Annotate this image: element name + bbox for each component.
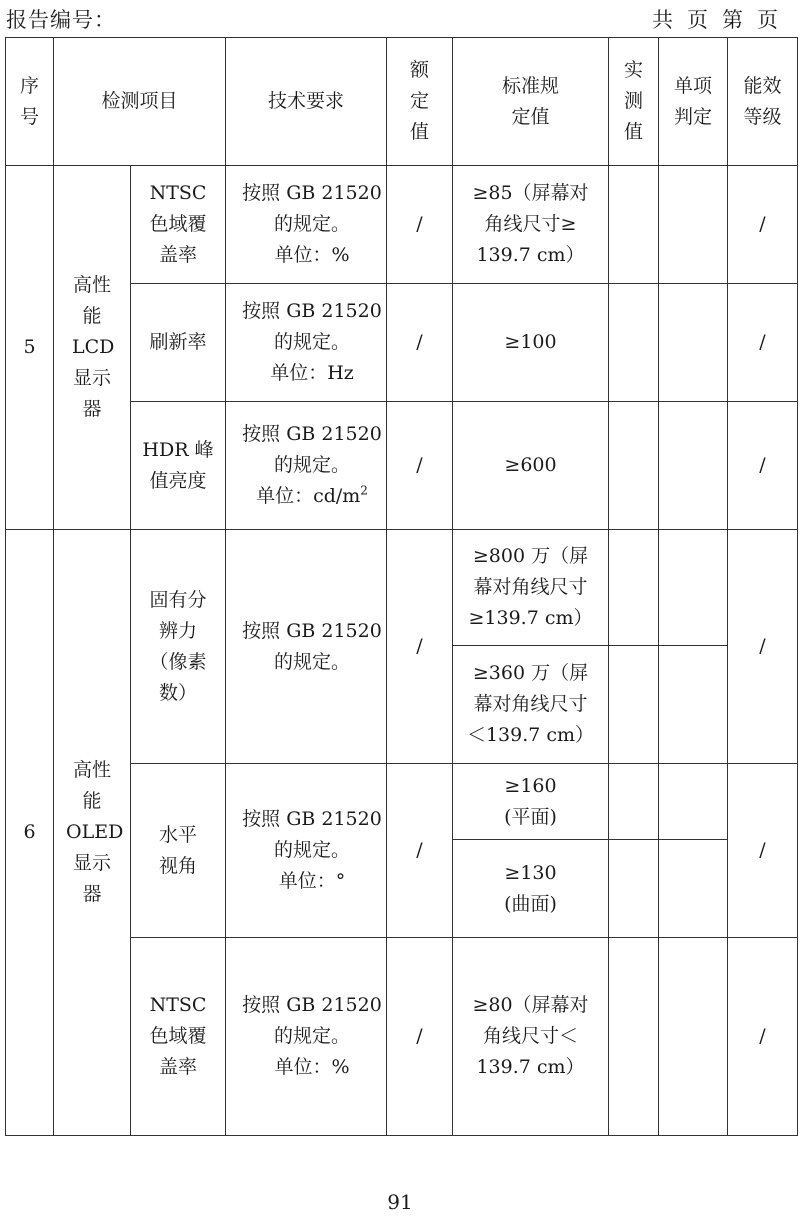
col-header-standard: 标准规定值 [453,38,609,166]
requirement-cell: 按照 GB 21520 的规定。 单位：% [226,938,387,1136]
rated-cell: / [387,402,453,530]
col-header-seq: 序号 [6,38,54,166]
standard-cell: ≥160 (平面) [453,764,609,840]
test-report-table [5,37,798,1136]
table-row [6,166,798,284]
col-header-judge: 单项判定 [659,38,728,166]
rated-cell: / [387,764,453,938]
header-row [6,38,798,166]
report-number-label: 报告编号： [6,8,116,32]
standard-cell: ≥800 万（屏 幕对角线尺寸 ≥139.7 cm） [453,530,609,646]
col-header-item: 检测项目 [54,38,226,166]
judge-cell [659,402,728,530]
judge-cell [659,938,728,1136]
judge-cell [659,646,728,764]
item-cell: NTSC色域覆盖率 [131,166,226,284]
seq-cell: 5 [6,166,54,530]
level-cell: / [728,530,798,764]
level-cell: / [728,764,798,938]
col-header-measured: 实测值 [609,38,659,166]
standard-cell: ≥100 [453,284,609,402]
seq-cell: 6 [6,530,54,1136]
item-cell: HDR 峰值亮度 [131,402,226,530]
judge-cell [659,284,728,402]
requirement-cell: 按照 GB 21520 的规定。 单位：$cd/m^2$ [226,402,387,530]
item-cell: 水平视角 [131,764,226,938]
category-cell: 高性能LCD显示器 [54,166,131,530]
rated-cell: / [387,166,453,284]
rated-cell: / [387,530,453,764]
judge-cell [659,530,728,646]
col-header-rated: 额定值 [387,38,453,166]
measured-cell [609,284,659,402]
rated-cell: / [387,284,453,402]
measured-cell [609,764,659,840]
col-header-level: 能效等级 [728,38,798,166]
rated-cell: / [387,938,453,1136]
level-cell: / [728,284,798,402]
requirement-cell: 按照 GB 21520 的规定。 单位：Hz [226,284,387,402]
measured-cell [609,530,659,646]
judge-cell [659,764,728,840]
page-info: 共页第页 [652,8,792,32]
judge-cell [659,166,728,284]
requirement-cell: 按照 GB 21520 的规定。 单位：% [226,166,387,284]
item-cell: NTSC色域覆盖率 [131,938,226,1136]
standard-cell: ≥80（屏幕对 角线尺寸＜ 139.7 cm） [453,938,609,1136]
measured-cell [609,840,659,938]
table-row [6,530,798,646]
judge-cell [659,840,728,938]
requirement-cell: 按照 GB 21520 的规定。 [226,530,387,764]
measured-cell [609,166,659,284]
col-header-tech: 技术要求 [226,38,387,166]
standard-cell: ≥600 [453,402,609,530]
level-cell: / [728,938,798,1136]
standard-cell: ≥85（屏幕对 角线尺寸≥ 139.7 cm） [453,166,609,284]
measured-cell [609,402,659,530]
level-cell: / [728,166,798,284]
measured-cell [609,938,659,1136]
item-cell: 刷新率 [131,284,226,402]
measured-cell [609,646,659,764]
level-cell: / [728,402,798,530]
standard-cell: ≥130 (曲面) [453,840,609,938]
item-cell: 固有分辨力（像素数） [131,530,226,764]
standard-cell: ≥360 万（屏 幕对角线尺寸 ＜139.7 cm） [453,646,609,764]
requirement-cell: 按照 GB 21520 的规定。 单位：° [226,764,387,938]
category-cell: 高性能OLED显示器 [54,530,131,1136]
page-number: 91 [387,1190,413,1214]
